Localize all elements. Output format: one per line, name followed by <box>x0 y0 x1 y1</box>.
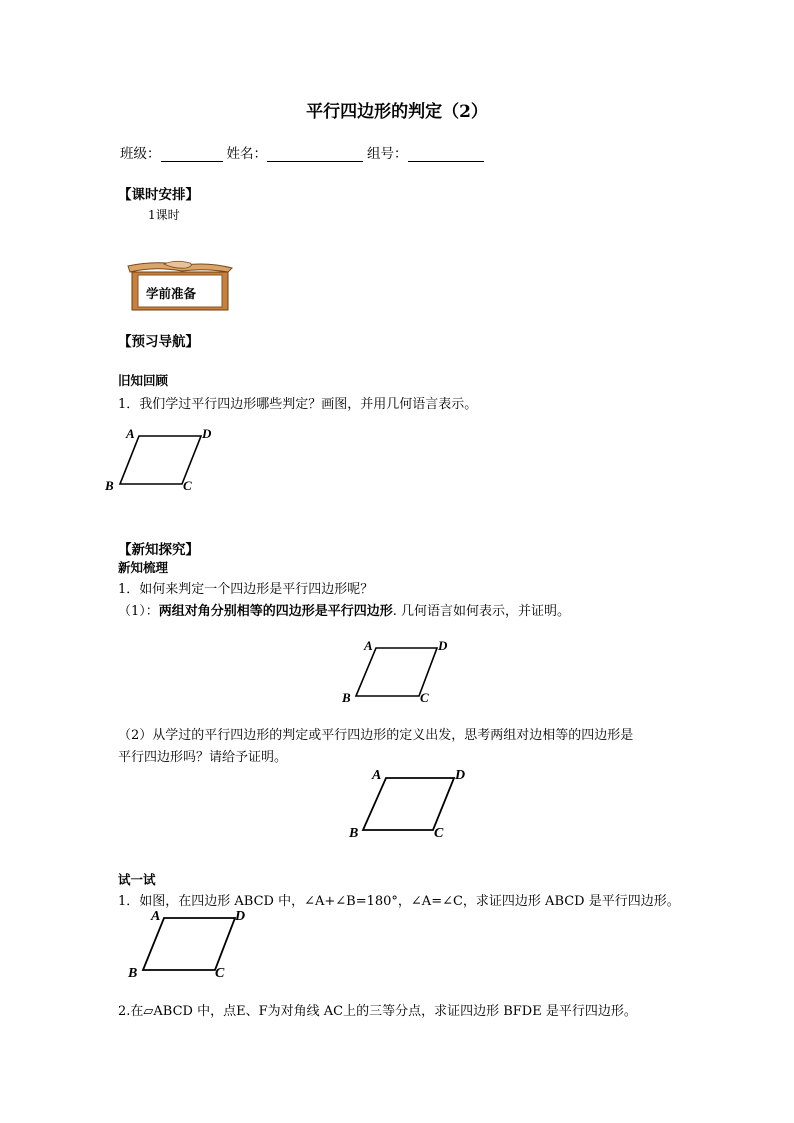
explore-part-1 <box>118 600 570 619</box>
schedule-heading: 【课时安排】 <box>118 187 199 203</box>
vertex-label-b: B <box>128 966 138 981</box>
vertex-label-d: D <box>202 426 212 441</box>
try-title: 试一试 <box>118 872 156 887</box>
student-info-row <box>120 142 488 162</box>
part-1-prefix: （1）： <box>118 604 159 619</box>
parallelogram-figure-2 <box>342 636 462 708</box>
vertex-label-b: B <box>105 478 114 493</box>
vertex-label-c: C <box>434 826 444 841</box>
review-question-1: 1．我们学过平行四边形哪些判定？画图，并用几何语言表示。 <box>118 397 478 412</box>
class-label: 班级： <box>120 146 161 162</box>
explore-heading: 【新知探究】 <box>118 542 199 558</box>
vertex-label-d: D <box>438 638 448 653</box>
name-blank[interactable] <box>267 147 363 162</box>
name-label: 姓名： <box>226 146 267 162</box>
try-question-1: 1．如图，在四边形 ABCD 中，∠A+∠B=180°，∠A=∠C，求证四边形 ABCD 是平行四边形。 <box>118 894 680 909</box>
vertex-label-c: C <box>215 966 225 981</box>
vertex-label-d: D <box>235 909 246 924</box>
parallelogram-figure-4 <box>126 906 252 984</box>
vertex-label-b: B <box>342 690 351 705</box>
explore-part-2-line1: （2）从学过的平行四边形的判定或平行四边形的定义出发，思考两组对边相等的四边形是 <box>118 728 634 743</box>
review-title: 旧知回顾 <box>118 373 169 388</box>
vertex-label-d: D <box>455 768 466 783</box>
schedule-hours: 1课时 <box>148 208 180 222</box>
sort-title: 新知梳理 <box>118 560 169 575</box>
try-question-2: 2.在▱ABCD 中，点E、F为对角线 AC上的三等分点，求证四边形 BFDE 是平行四边形。 <box>118 1004 637 1019</box>
part-1-statement: 两组对角分别相等的四边形是平行四边形 <box>158 604 393 619</box>
vertex-label-a: A <box>126 426 135 441</box>
parallelogram-figure-3 <box>346 764 476 844</box>
preview-heading: 【预习导航】 <box>118 334 199 350</box>
vertex-label-a: A <box>151 909 161 924</box>
vertex-label-a: A <box>372 768 382 783</box>
vertex-label-c: C <box>183 478 192 493</box>
class-blank[interactable] <box>161 147 223 162</box>
group-blank[interactable] <box>408 147 484 162</box>
page-title: 平行四边形的判定（2） <box>306 102 488 122</box>
explore-part-2-line2: 平行四边形吗？请给予证明。 <box>118 750 288 765</box>
parallelogram-figure-1 <box>102 424 222 496</box>
vertex-label-a: A <box>364 638 373 653</box>
vertex-label-c: C <box>420 690 429 705</box>
part-1-suffix: . 几何语言如何表示，并证明。 <box>392 604 571 619</box>
explore-question-1: 1．如何来判定一个四边形是平行四边形呢？ <box>118 582 374 597</box>
group-label: 组号： <box>367 146 408 162</box>
prep-sign-label: 学前准备 <box>146 286 197 301</box>
vertex-label-b: B <box>349 826 359 841</box>
